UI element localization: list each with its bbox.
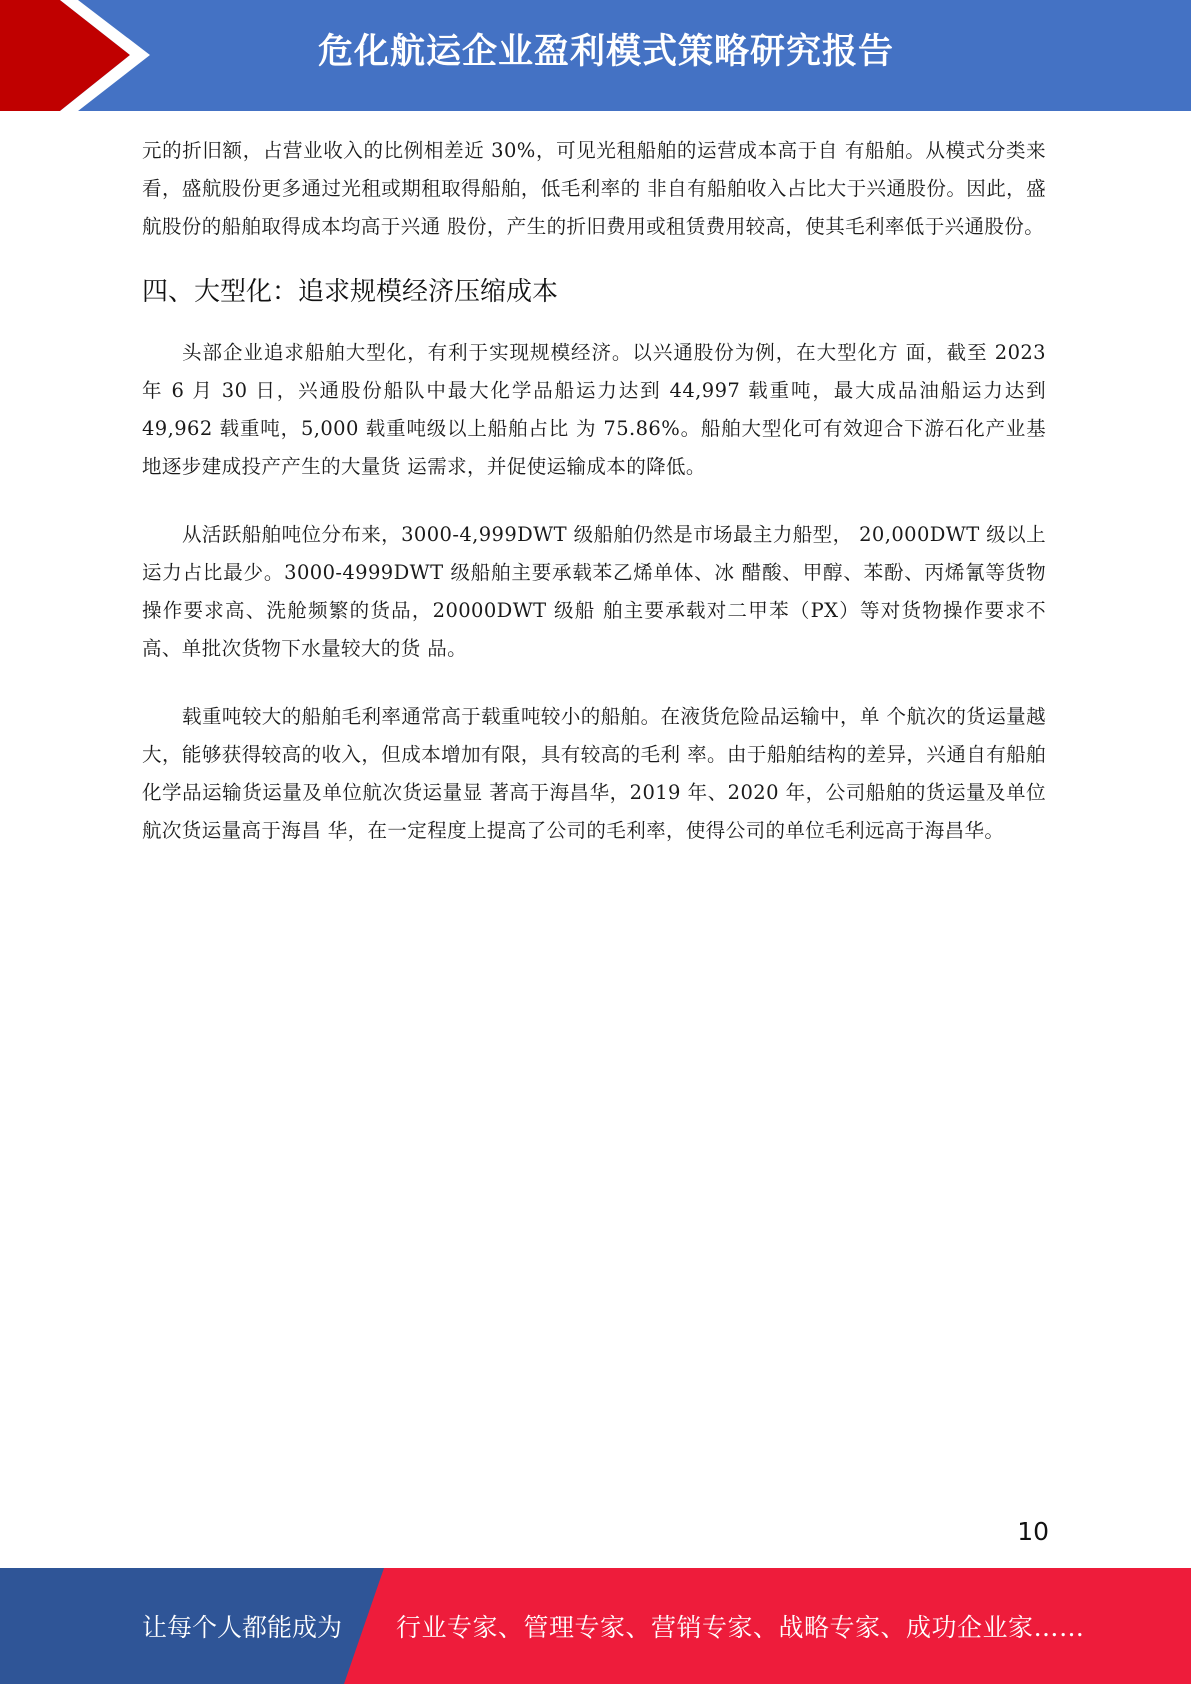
footer-slogan-left: 让每个人都能成为: [142, 1613, 343, 1642]
section-heading: 四、大型化：追求规模经济压缩成本: [142, 277, 559, 307]
paragraph: 从活跃船舶吨位分布来，3000-4,999DWT 级船舶仍然是市场最主力船型， 20,000DWT 级以上运力占比最少。3000-4999DWT 级船舶主要承载苯乙烯单体、冰 醋酸、甲醇、苯酚、丙烯氰等货物操作要求高、洗舱频繁的货品，20000DWT 级船 舶主要承载对二甲苯（PX）等对货物操作要求不高、单批次货物下水量较大的货 品。: [142, 523, 1046, 660]
header-banner: [0, 0, 1191, 111]
paragraph: 载重吨较大的船舶毛利率通常高于载重吨较小的船舶。在液货危险品运输中，单 个航次的货运量越大，能够获得较高的收入，但成本增加有限，具有较高的毛利 率。由于船舶结构的差异，兴通自有船舶化学品运输货运量及单位航次货运量显 著高于海昌华，2019 年、2020 年，公司船舶的货运量及单位航次货运量高于海昌 华，在一定程度上提高了公司的毛利率，使得公司的单位毛利远高于海昌华。: [142, 705, 1046, 842]
report-title: 危化航运企业盈利模式策略研究报告: [318, 32, 895, 72]
paragraph: 元的折旧额，占营业收入的比例相差近 30%，可见光租船舶的运营成本高于自 有船舶。从模式分类来看，盛航股份更多通过光租或期租取得船舶，低毛利率的 非自有船舶收入占比大于兴通股份。因此，盛航股份的船舶取得成本均高于兴通 股份，产生的折旧费用或租赁费用较高，使其毛利率低于兴通股份。: [142, 139, 1046, 238]
footer-banner: [0, 1568, 1191, 1684]
document-body: [142, 132, 1046, 850]
paragraph: 头部企业追求船舶大型化，有利于实现规模经济。以兴通股份为例，在大型化方 面，截至 2023 年 6 月 30 日，兴通股份船队中最大化学品船运力达到 44,997 载重吨，最大成品油船运力达到 49,962 载重吨，5,000 载重吨级以上船舶占比 为 75.86%。船舶大型化可有效迎合下游石化产业基地逐步建成投产产生的大量货 运需求，并促使运输成本的降低。: [142, 341, 1046, 478]
page-number: 10: [1017, 1517, 1049, 1546]
chevron-arrow-icon: [0, 0, 160, 111]
footer-slogan-right: 行业专家、管理专家、营销专家、战略专家、成功企业家……: [396, 1613, 1085, 1642]
